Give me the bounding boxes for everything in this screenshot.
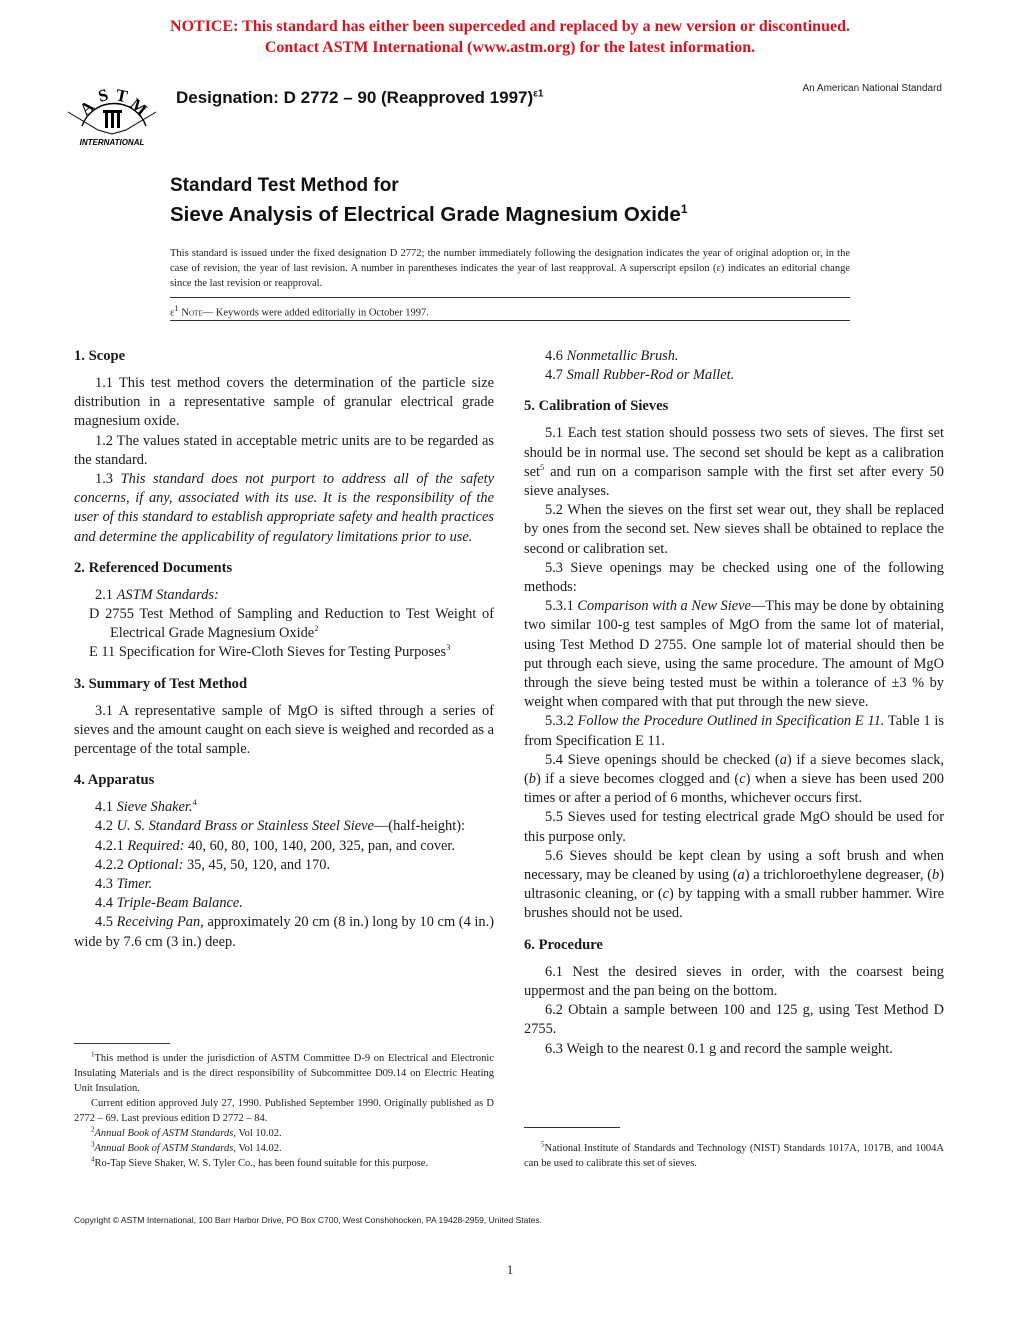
- paragraph: [524, 751, 944, 809]
- divider: [170, 320, 850, 321]
- designation-text: Designation: D 2772 – 90 (Reapproved 1997): [176, 88, 534, 107]
- clause-text: Required:: [127, 837, 185, 854]
- clause-text: 5.4 Sieve openings should be checked (: [545, 751, 780, 768]
- paragraph: [74, 586, 494, 605]
- clause-number: 4.7: [545, 367, 563, 384]
- footnote-text: Annual Book of ASTM Standards: [94, 1128, 234, 1139]
- paragraph: [524, 424, 944, 501]
- paragraph: [74, 875, 494, 894]
- paragraph: [524, 712, 944, 750]
- footnote: [524, 1141, 944, 1171]
- note-label: Note: [181, 307, 203, 319]
- clause-text: 40, 60, 80, 100, 140, 200, 325, pan, and cover.: [188, 837, 456, 854]
- clause-number: 4.5: [95, 914, 113, 931]
- footnote-ref: 2: [314, 623, 319, 634]
- svg-text:S: S: [96, 85, 111, 106]
- epsilon-note: [170, 303, 429, 319]
- clause-number: 2.1: [95, 586, 113, 603]
- footnote-divider: [74, 1043, 170, 1044]
- section-heading: 6. Procedure: [524, 936, 603, 953]
- clause-text: ASTM Standards:: [116, 586, 219, 603]
- designation-sup: ε1: [533, 88, 544, 100]
- paragraph: 5.5 Sieves used for testing electrical grade MgO should be used for this purpose only.: [524, 809, 944, 845]
- list-letter: a: [779, 751, 787, 768]
- list-letter: b: [528, 771, 536, 788]
- clause-text: Comparison with a New Sieve: [577, 598, 751, 615]
- title-line-2-text: Sieve Analysis of Electrical Grade Magnesium Oxide: [170, 202, 681, 226]
- clause-text: ) when a sieve has been used 200 times or after a period of 6 months, whichever occurs first.: [524, 771, 944, 807]
- footnote: Current edition approved July 27, 1990. Published September 1990. Originally published as D 2772 – 69. Last previous edition D 2772 – 84.: [74, 1098, 494, 1124]
- supersede-notice: [0, 16, 1020, 58]
- clause-text: —(half-height):: [373, 818, 465, 835]
- list-letter: c: [662, 886, 670, 903]
- paragraph: [74, 470, 494, 547]
- footnote-ref: 3: [446, 642, 451, 653]
- svg-text:A: A: [75, 96, 98, 119]
- list-letter: b: [932, 867, 940, 884]
- section-heading: 1. Scope: [74, 348, 126, 364]
- footnote-ref: 4: [192, 797, 197, 808]
- paragraph: 1.1 This test method covers the determination of the particle size distribution in a representative sample of granular electrical grade magnesium oxide.: [74, 375, 494, 430]
- designation: [176, 88, 543, 108]
- paragraph: 6.2 Obtain a sample between 100 and 125 g, using Test Method D 2755.: [524, 1002, 944, 1038]
- reference-text: E 11 Specification for Wire-Cloth Sieves for Testing Purposes: [89, 644, 447, 661]
- clause-text: Table 1 is from Specification E 11.: [524, 713, 944, 749]
- reference-item: [89, 605, 494, 643]
- footnote: [74, 1126, 494, 1141]
- right-footnotes: [524, 1141, 944, 1171]
- section-heading: 4. Apparatus: [74, 772, 155, 789]
- clause-number: 4.6: [545, 348, 563, 364]
- clause-text: Optional:: [127, 856, 184, 873]
- clause-number: 4.2: [95, 818, 113, 835]
- copyright-line: Copyright © ASTM International, 100 Barr Harbor Drive, PO Box C700, West Conshohocken, PA 19428-2959, United States.: [74, 1215, 543, 1225]
- clause-text: U. S. Standard Brass or Stainless Steel Sieve: [116, 818, 374, 835]
- title-line-1: Standard Test Method for: [170, 175, 399, 196]
- section-heading: 2. Referenced Documents: [74, 559, 233, 576]
- paragraph: [74, 798, 494, 817]
- page-number: 1: [506, 1262, 514, 1277]
- divider: [170, 297, 850, 298]
- clause-number: 5.3.2: [545, 713, 574, 730]
- list-letter: a: [737, 867, 745, 884]
- footnote: [74, 1051, 494, 1096]
- clause-text: Receiving Pan,: [116, 914, 204, 931]
- section-heading: 5. Calibration of Sieves: [524, 398, 669, 415]
- clause-text: Nonmetallic Brush.: [566, 348, 679, 364]
- footnote-number: 1: [91, 1050, 95, 1059]
- epsilon-sup: 1: [174, 303, 179, 313]
- right-column: [524, 347, 944, 1059]
- clause-number: 5.3.1: [545, 598, 574, 615]
- clause-text: Small Rubber-Rod or Mallet.: [566, 367, 735, 384]
- title-footnote-ref: 1: [680, 202, 688, 216]
- footnote-text: National Institute of Standards and Technology (NIST) Standards 1017A, 1017B, and 1004A can be used to calibrate this set of sieves.: [524, 1143, 944, 1169]
- logo-sub-text: INTERNATIONAL: [79, 138, 145, 147]
- clause-number: 1.3: [95, 471, 113, 488]
- footnote-number: 4: [91, 1155, 95, 1164]
- reference-item: [89, 643, 494, 662]
- footnote-number: 5: [541, 1140, 545, 1149]
- document-title: [170, 174, 688, 227]
- clause-text: approximately 20 cm (8 in.) long by 10 cm (4 in.) wide by 7.6 cm (3 in.) deep.: [74, 914, 494, 950]
- footnote-divider: [524, 1127, 620, 1128]
- clause-text: ) by tapping with a small rubber hammer. Wire brushes should not be used.: [524, 886, 944, 922]
- svg-text:T: T: [114, 85, 130, 107]
- note-text: — Keywords were added editorially in October 1997.: [202, 307, 429, 319]
- clause-number: 4.4: [95, 895, 113, 912]
- clause-text: Follow the Procedure Outlined in Specification E 11.: [577, 713, 885, 730]
- footnote: [74, 1156, 494, 1171]
- clause-text: 35, 45, 50, 120, and 170.: [186, 856, 331, 873]
- clause-text: 5.6 Sieves should be kept clean by using a soft brush and when necessary, may be cleaned by using (: [524, 847, 944, 884]
- clause-text: and run on a comparison sample with the first set after every 50 sieve analyses.: [524, 463, 944, 500]
- clause-number: 4.2.2: [95, 856, 124, 873]
- clause-text: ) a trichloroethylene degreaser, (: [744, 867, 932, 884]
- clause-number: 4.2.1: [95, 837, 124, 854]
- paragraph: [74, 913, 494, 951]
- footnote-text: Ro-Tap Sieve Shaker, W. S. Tyler Co., has been found suitable for this purpose.: [94, 1158, 429, 1169]
- paragraph: [74, 817, 494, 836]
- footnote: [74, 1141, 494, 1156]
- notice-line-1: NOTICE: This standard has either been superceded and replaced by a new version or discontinued.: [170, 18, 850, 35]
- paragraph: [74, 894, 494, 913]
- paragraph: 3.1 A representative sample of MgO is sifted through a series of sieves and the amount caught on each sieve is weighed and recorded as a percentage of the total sample.: [74, 702, 494, 758]
- paragraph: [524, 597, 944, 712]
- clause-text: Triple-Beam Balance.: [116, 895, 243, 912]
- svg-text:M: M: [126, 94, 151, 120]
- astm-logo: [60, 76, 164, 148]
- paragraph: [524, 847, 944, 924]
- paragraph: 6.3 Weigh to the nearest 0.1 g and record the sample weight.: [545, 1040, 893, 1057]
- paragraph: 5.2 When the sieves on the first set wear out, they shall be replaced by ones from the second set. New sieves shall be obtained to replace the second or calibration set.: [524, 502, 944, 557]
- reference-text: D 2755 Test Method of Sampling and Reduction to Test Weight of Electrical Grade Magnesium Oxide: [89, 606, 494, 642]
- issuance-statement: This standard is issued under the fixed designation D 2772; the number immediately following the designation indicates the year of original adoption or, in the case of revision, the year of last revision. A number in parentheses indicates the year of last reapproval. A superscript epsilon (ε) indicates an editorial change since the last revision or reapproval.: [170, 248, 850, 289]
- clause-text: Sieve Shaker.: [116, 799, 193, 816]
- clause-text: 5.1 Each test station should possess two sets of sieves. The first set should be in normal use. The second set should be kept as a calibration set: [524, 425, 944, 480]
- clause-text: Timer.: [116, 876, 153, 893]
- footnote-text: Annual Book of ASTM Standards: [94, 1143, 234, 1154]
- paragraph: [74, 837, 494, 856]
- left-column: [74, 347, 494, 952]
- footnote-number: 3: [91, 1140, 95, 1149]
- footnote-ref: 5: [540, 462, 545, 473]
- clause-text: ) if a sieve becomes slack, (: [524, 751, 944, 788]
- epsilon-symbol: ε: [170, 307, 175, 319]
- footnote-number: 2: [91, 1125, 95, 1134]
- section-heading: 3. Summary of Test Method: [74, 675, 248, 692]
- paragraph: 1.2 The values stated in acceptable metric units are to be regarded as the standard.: [74, 432, 494, 468]
- astm-logo-mark: [60, 76, 164, 148]
- american-national-standard: An American National Standard: [802, 83, 942, 94]
- paragraph: 5.3 Sieve openings may be checked using one of the following methods:: [524, 559, 944, 596]
- title-line-2: [170, 197, 688, 227]
- list-letter: c: [739, 771, 746, 788]
- paragraph: [524, 366, 944, 385]
- footnote-text: This method is under the jurisdiction of ASTM Committee D-9 on Electrical and Electronic Insulating Materials and is the direct responsibility of Subcommittee D09.14 on Electric Heating Unit Insulation.: [74, 1053, 494, 1094]
- paragraph: 6.1 Nest the desired sieves in order, with the coarsest being uppermost and the pan being on the bottom.: [524, 963, 944, 999]
- clause-text: ) if a sieve becomes clogged and (: [536, 771, 740, 788]
- clause-text: This standard does not purport to address all of the safety concerns, if any, associated with its use. It is the responsibility of the user of this standard to establish appropriate safety and health practices and determine the applicability of regulatory limitations prior to use.: [74, 471, 494, 545]
- clause-number: 4.1: [95, 799, 113, 816]
- notice-line-2: Contact ASTM International (www.astm.org) for the latest information.: [264, 39, 756, 56]
- clause-text: —This may be done by obtaining two similar 100-g test samples of MgO from the same lot of material, using Test Method D 2755. One sample lot of material should then be put through each sieve, using the same procedure. The amount of MgO through the sieve being tested must be within a tolerance of ±3 % by weight when compared with that put through the new sieve.: [524, 598, 944, 711]
- clause-text: ) ultrasonic cleaning, or (: [524, 867, 944, 903]
- footnote-text: , Vol 14.02.: [233, 1143, 282, 1154]
- paragraph: [74, 856, 494, 875]
- paragraph: [524, 347, 944, 366]
- footnote-text: , Vol 10.02.: [233, 1128, 282, 1139]
- left-footnotes: [74, 1051, 494, 1171]
- clause-number: 4.3: [95, 876, 113, 893]
